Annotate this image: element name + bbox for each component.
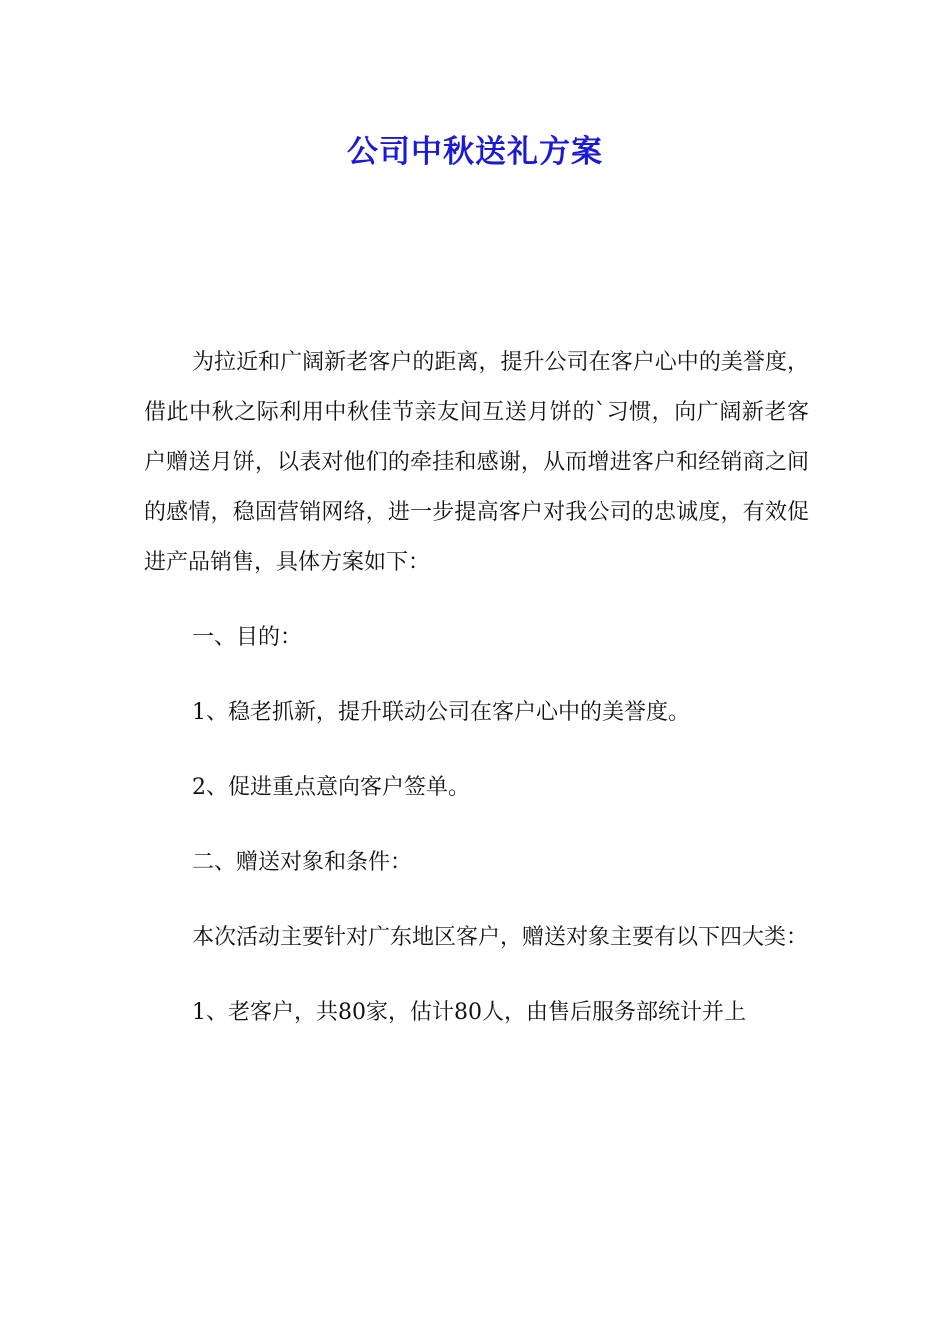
paragraph-recipients: 本次活动主要针对广东地区客户，赠送对象主要有以下四大类： — [192, 925, 809, 950]
paragraph-intro: 为拉近和广阔新老客户的距离，提升公司在客户心中的美誉度，借此中秋之际利用中秋佳节亲友间互送月饼的`习惯，向广阔新老客户赠送月饼，以表对他们的牵挂和感谢，从而增进客户和经销商之间的感情，稳固营销网络，进一步提高客户对我公司的忠诚度，有效促进产品销售，具体方案如下： — [144, 350, 809, 575]
list-item-purpose-1: 1、稳老抓新，提升联动公司在客户心中的美誉度。 — [192, 700, 690, 725]
list-item-purpose-2: 2、促进重点意向客户签单。 — [192, 775, 470, 800]
section-heading-recipients: 二、赠送对象和条件： — [192, 850, 413, 875]
document-body — [144, 338, 809, 1063]
section-heading-purpose: 一、目的： — [192, 625, 303, 650]
page-title: 公司中秋送礼方案 — [347, 134, 603, 170]
list-item-recipients-1: 1、老客户，共80家，估计80人，由售后服务部统计并上 — [192, 1000, 746, 1025]
